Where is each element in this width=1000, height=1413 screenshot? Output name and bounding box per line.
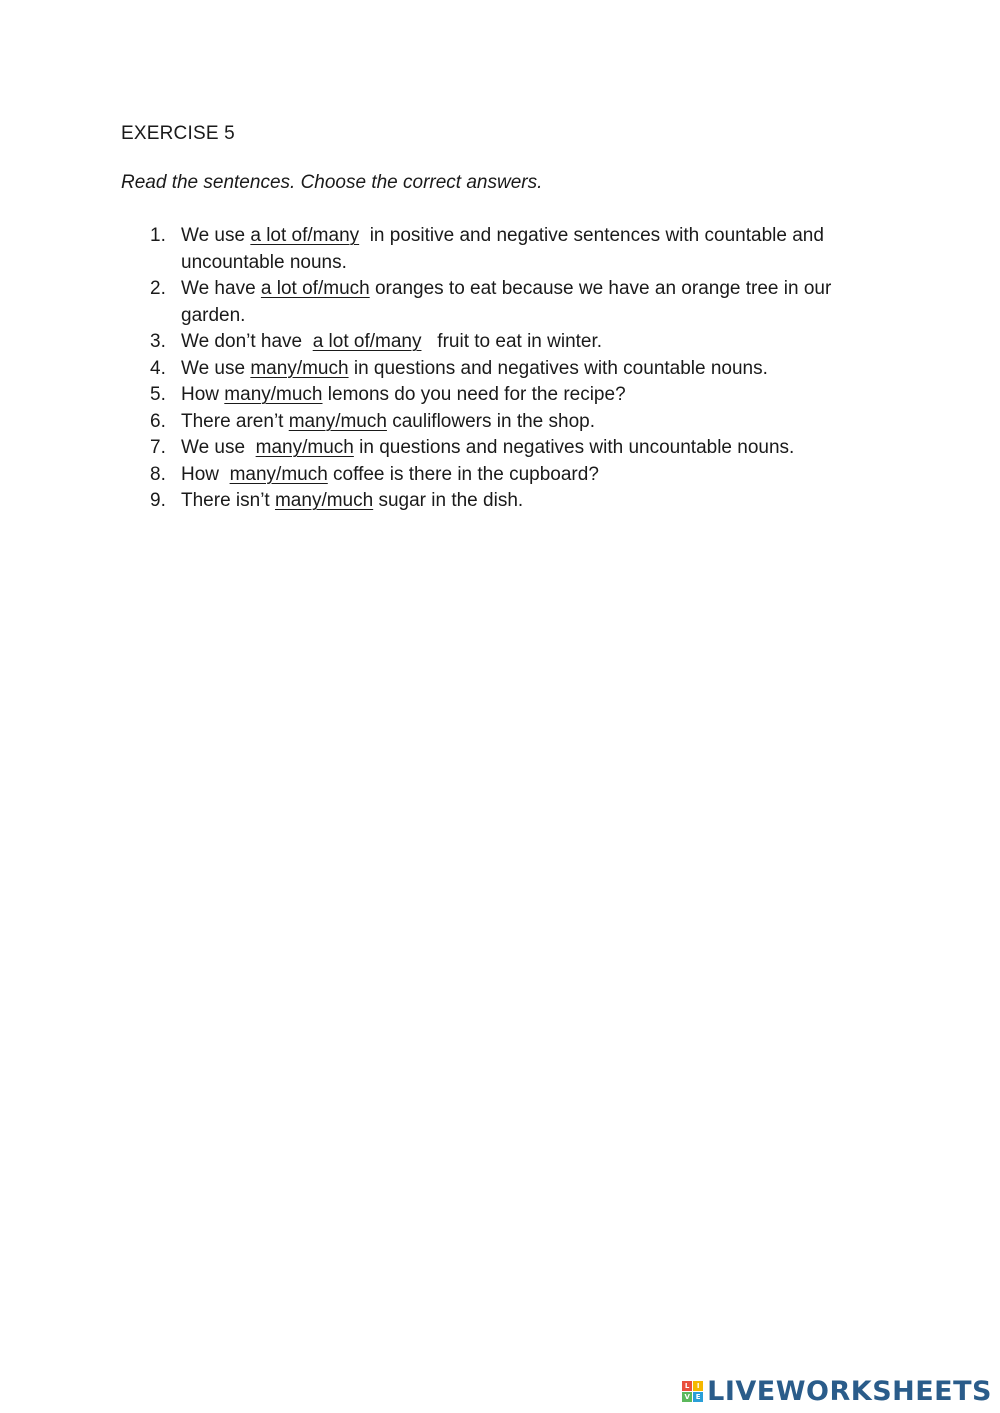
answer-choice[interactable]: many/much: [274, 490, 374, 511]
answer-choice[interactable]: many/much: [229, 463, 328, 485]
logo-mark-square: V: [682, 1392, 692, 1402]
sentence-end: coffee is there in the cupboard?: [327, 463, 599, 485]
exercise-title: EXERCISE 5: [121, 123, 235, 144]
liveworksheets-logo: [682, 1376, 992, 1407]
sentence-start: We use: [181, 437, 256, 458]
exercise-item: [150, 356, 880, 383]
sentence-start: We don’t have: [181, 331, 313, 352]
sentence-end: cauliflowers in the shop.: [386, 410, 595, 432]
exercise-item: [150, 488, 880, 515]
exercise-item: [150, 276, 880, 329]
answer-choice[interactable]: many/much: [255, 437, 354, 458]
exercise-item: [150, 462, 880, 489]
item-number: 5.: [150, 384, 166, 405]
sentence-end: in questions and negatives with uncountable nouns.: [353, 437, 795, 458]
logo-mark-square: E: [693, 1392, 703, 1402]
sentence-end: lemons do you need for the recipe?: [322, 384, 626, 405]
exercise-item: [150, 329, 880, 356]
answer-choice[interactable]: a lot of/much: [260, 278, 370, 299]
answer-choice[interactable]: many/much: [250, 357, 349, 379]
logo-mark-square: L: [682, 1381, 692, 1391]
exercise-item: [150, 409, 880, 436]
logo-mark-icon: [682, 1381, 703, 1402]
sentence-start: There aren’t: [181, 410, 289, 432]
logo-wordmark: LIVEWORKSHEETS: [707, 1376, 992, 1407]
sentence-start: There isn’t: [181, 490, 275, 511]
item-number: 6.: [150, 410, 166, 432]
answer-choice[interactable]: a lot of/many: [250, 225, 360, 246]
sentence-end: oranges to eat because we have an orange tree in our garden.: [181, 278, 837, 326]
exercise-item: [150, 382, 880, 409]
item-number: 1.: [150, 225, 166, 246]
item-number: 8.: [150, 463, 166, 485]
item-number: 4.: [150, 357, 166, 379]
item-number: 3.: [150, 331, 166, 352]
answer-choice[interactable]: many/much: [288, 410, 387, 432]
item-number: 2.: [150, 278, 166, 299]
item-number: 9.: [150, 490, 166, 511]
exercise-item: [150, 223, 880, 276]
sentence-start: We use: [181, 225, 251, 246]
instructions-text: Read the sentences. Choose the correct answers.: [121, 172, 543, 193]
sentence-start: We use: [181, 357, 251, 379]
logo-mark-square: I: [693, 1381, 703, 1391]
answer-choice[interactable]: many/much: [224, 384, 323, 405]
exercise-list: [150, 223, 880, 515]
sentence-end: in questions and negatives with countable nouns.: [348, 357, 768, 379]
sentence-end: in positive and negative sentences with countable and uncountable nouns.: [181, 225, 830, 273]
sentence-start: How: [181, 384, 225, 405]
sentence-end: sugar in the dish.: [373, 490, 524, 511]
sentence-start: How: [181, 463, 230, 485]
sentence-start: We have: [181, 278, 261, 299]
answer-choice[interactable]: a lot of/many: [312, 331, 422, 352]
sentence-end: fruit to eat in winter.: [421, 331, 603, 352]
item-number: 7.: [150, 437, 166, 458]
exercise-item: [150, 435, 880, 462]
